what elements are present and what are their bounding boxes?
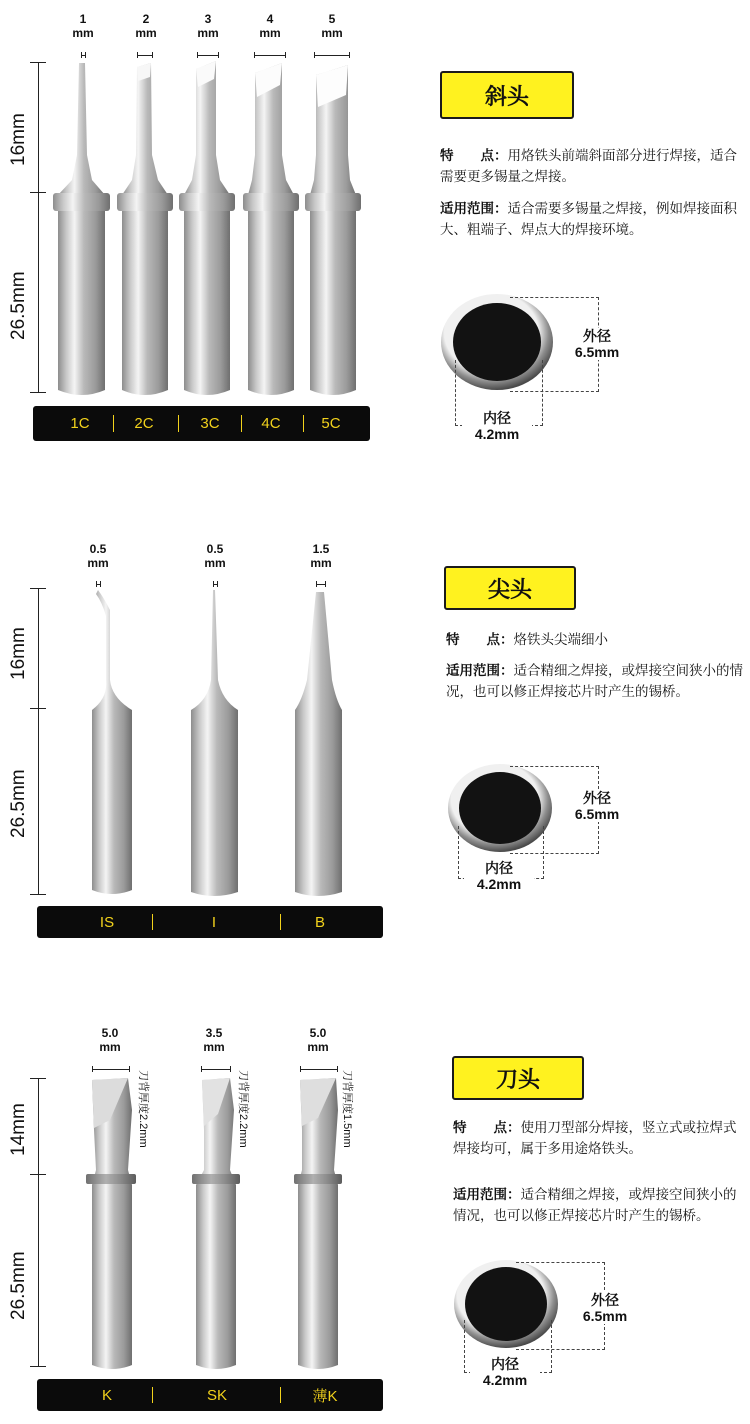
tip-i-drawing — [191, 590, 238, 896]
model-label-is: IS — [99, 913, 115, 931]
inner-diameter-label: 内径 4.2mm — [462, 410, 532, 442]
pointed-tips-illustration — [70, 580, 370, 900]
tip-width-sk: 3.5 mm — [203, 1026, 225, 1054]
section-pointed-tips — [0, 520, 750, 950]
model-label-thin-k: 薄K — [312, 1387, 338, 1405]
tip-width-k: 5.0 mm — [99, 1026, 121, 1054]
tip-3c-drawing — [179, 61, 235, 395]
bevel-tips-illustration — [50, 55, 370, 400]
height-label-tip: 16mm — [8, 627, 29, 680]
inner-diameter-label: 内径 4.2mm — [470, 1356, 540, 1388]
model-label-5c: 5C — [321, 415, 341, 432]
dim-cap-mid — [30, 1174, 46, 1175]
tip-width-2c: 2 mm — [135, 12, 157, 40]
usage-description — [453, 1185, 748, 1227]
height-label-shank: 26.5mm — [8, 1251, 29, 1320]
dim-cap-bottom — [30, 1366, 46, 1367]
tip-width-i: 0.5 mm — [204, 542, 226, 570]
label-separator — [241, 415, 242, 433]
feature-label: 特 点： — [453, 1120, 521, 1136]
tip-sk-drawing — [192, 1078, 240, 1369]
usage-label: 适用范围： — [453, 1187, 521, 1203]
model-label-3c: 3C — [200, 415, 220, 432]
usage-description — [440, 199, 745, 241]
tip-thin-k-drawing — [294, 1078, 342, 1369]
model-label-sk: SK — [206, 1386, 227, 1404]
type-title-tag: 刀头 — [452, 1056, 584, 1100]
tip-k-drawing — [86, 1078, 136, 1369]
height-label-tip: 14mm — [8, 1103, 29, 1156]
height-dimension-line — [38, 62, 39, 392]
height-label-shank: 26.5mm — [8, 769, 29, 838]
feature-text: 用烙铁头前端斜面部分进行焊接，适合需要更多锡量之焊接。 — [440, 148, 737, 185]
feature-description — [440, 146, 742, 188]
model-label-k: K — [101, 1386, 112, 1404]
model-label-2c: 2C — [134, 415, 154, 432]
tip-1c-drawing — [53, 63, 110, 395]
model-label-4c: 4C — [261, 415, 281, 432]
back-thickness-k: 刀背厚度2.2mm — [137, 1070, 149, 1148]
label-separator — [280, 1387, 281, 1403]
usage-text: 适合精细之焊接，或焊接空间狭小的情况，也可以修正焊接芯片时产生的锡桥。 — [446, 663, 743, 700]
model-label-bar — [37, 1379, 383, 1411]
label-separator — [152, 914, 153, 930]
type-title-tag: 尖头 — [444, 566, 576, 610]
tip-5c-drawing — [305, 65, 361, 395]
outer-diameter-label: 外径 6.5mm — [562, 328, 632, 360]
tip-width-3c: 3 mm — [197, 12, 219, 40]
model-label-bar — [33, 406, 370, 441]
dim-cap-top — [30, 1078, 46, 1079]
feature-label: 特 点： — [440, 148, 508, 164]
tip-width-thin-k: 5.0 mm — [307, 1026, 329, 1054]
tip-width-5c: 5 mm — [321, 12, 343, 40]
type-title-tag: 斜头 — [440, 71, 574, 119]
feature-text: 使用刀型部分焊接，竖立式或拉焊式焊接均可，属于多用途烙铁头。 — [453, 1120, 737, 1157]
height-label-shank: 26.5mm — [8, 271, 29, 340]
usage-label: 适用范围： — [446, 663, 514, 679]
usage-text: 适合精细之焊接，或焊接空间狭小的情况，也可以修正焊接芯片时产生的锡桥。 — [453, 1187, 737, 1224]
knife-tips-illustration — [80, 1070, 360, 1375]
usage-label: 适用范围： — [440, 201, 508, 217]
label-separator — [303, 415, 304, 433]
outer-diameter-label: 外径 6.5mm — [562, 790, 632, 822]
model-label-i: I — [211, 913, 217, 931]
dim-cap-mid — [30, 708, 46, 709]
feature-description — [453, 1118, 748, 1160]
section-bevel-tips — [0, 0, 750, 470]
tip-width-1c: 1 mm — [72, 12, 94, 40]
label-separator — [280, 914, 281, 930]
label-separator — [152, 1387, 153, 1403]
label-separator — [178, 415, 179, 433]
dim-cap-bottom — [30, 894, 46, 895]
usage-text: 适合需要多锡量之焊接，例如焊接面积大、粗端子、焊点大的焊接环境。 — [440, 201, 737, 238]
section-knife-tips — [0, 1010, 750, 1424]
dim-cap-top — [30, 588, 46, 589]
model-label-bar — [37, 906, 383, 938]
tip-b-drawing — [295, 592, 342, 896]
tip-width-4c: 4 mm — [259, 12, 281, 40]
model-label-b: B — [314, 913, 325, 931]
back-thickness-thin-k: 刀背厚度1.5mm — [341, 1070, 353, 1148]
label-separator — [113, 415, 114, 433]
feature-description — [446, 630, 746, 651]
dim-cap-bottom — [30, 392, 46, 393]
height-dimension-line — [38, 588, 39, 894]
height-label-tip: 16mm — [8, 113, 29, 166]
usage-description — [446, 661, 744, 703]
height-dimension-line — [38, 1078, 39, 1366]
model-label-1c: 1C — [70, 415, 90, 432]
dim-cap-mid — [30, 192, 46, 193]
tip-width-b: 1.5 mm — [310, 542, 332, 570]
feature-label: 特 点： — [446, 632, 514, 648]
back-thickness-sk: 刀背厚度2.2mm — [237, 1070, 249, 1148]
inner-diameter-label: 内径 4.2mm — [464, 860, 534, 892]
tip-width-is: 0.5 mm — [87, 542, 109, 570]
tip-is-drawing — [92, 590, 132, 894]
tip-4c-drawing — [243, 63, 299, 395]
tip-2c-drawing — [117, 63, 173, 395]
dim-cap-top — [30, 62, 46, 63]
feature-text: 烙铁头尖端细小 — [513, 632, 608, 648]
outer-diameter-label: 外径 6.5mm — [570, 1292, 640, 1324]
